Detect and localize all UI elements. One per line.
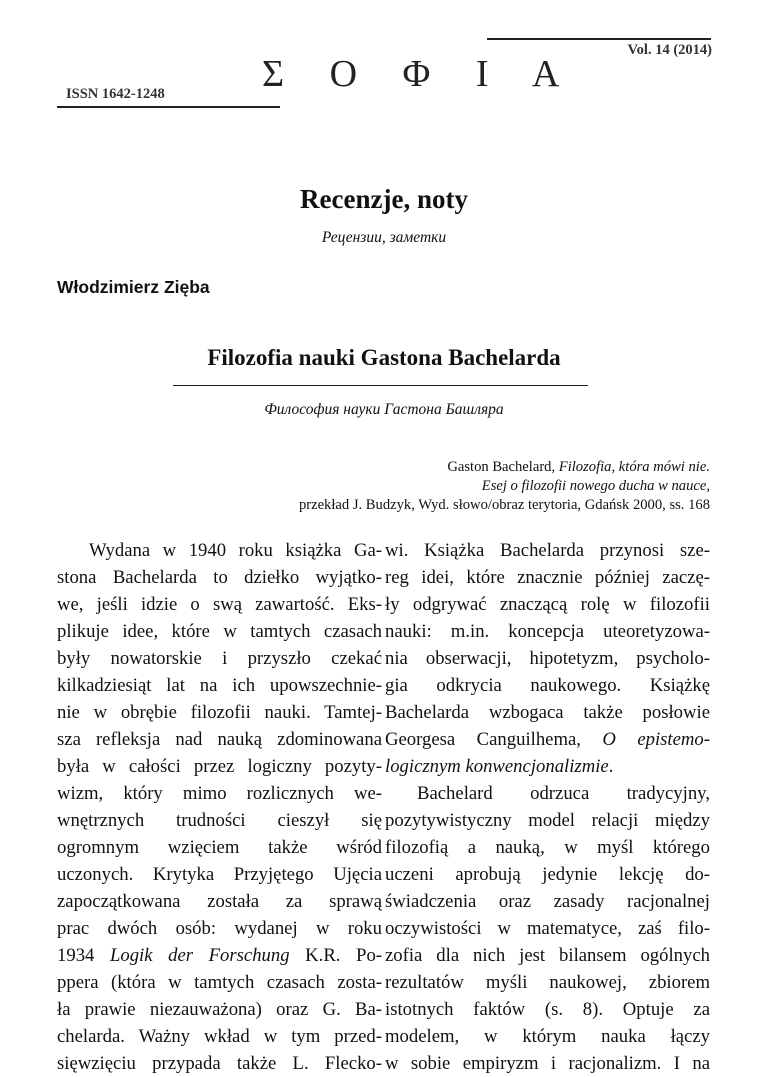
text-line: rezultatów myśli naukowej, zbiorem <box>385 972 710 993</box>
text-line: ły odgrywać znaczącą rolę w filozofii <box>385 594 710 615</box>
text-line: we, jeśli idzie o swą zawartość. Eks- <box>57 594 382 615</box>
essay-title-italic: O epistemo- <box>602 729 710 750</box>
reference-line-3: przekład J. Budzyk, Wyd. słowo/obraz terytoria, Gdańsk 2000, ss. 168 <box>298 497 710 513</box>
text-line: uczeni aprobują jedynie lekcję do- <box>385 864 710 885</box>
article-title: Filozofia nauki Gastona Bachelarda <box>207 345 561 370</box>
text-line: gia odkrycia naukowego. Książkę <box>385 675 710 696</box>
text-line: istotnych faktów (s. 8). Optuje za <box>385 999 710 1020</box>
essay-title-italic-cont: logicznym konwencjonalizmie <box>385 756 609 777</box>
body-column-right <box>385 537 710 1077</box>
text-line: w sobie empiryzm i racjonalizm. I na <box>385 1053 710 1074</box>
text-line: oczywistości w matematyce, zaś filo- <box>385 918 710 939</box>
text-line: nie w obrębie filozofii nauki. Tamtej- <box>57 702 382 723</box>
book-title-italic: Logik der Forschung <box>109 945 290 966</box>
text-line: sza refleksja nad nauką zdominowana <box>57 729 382 750</box>
text-line: zapoczątkowana została za sprawą <box>57 891 382 912</box>
text-line: kilkadziesiąt lat na ich upowszechnie- <box>57 675 382 696</box>
text-line: Bachelarda wzbogaca także posłowie <box>385 702 710 723</box>
text-line: filozofią a nauką, w myśl którego <box>385 837 710 858</box>
text-line: nauki: m.in. koncepcja uteoretyzowa- <box>385 621 710 642</box>
section-title: Recenzje, noty <box>300 184 468 214</box>
text-line: nia obserwacji, hipotetyzm, psycholo- <box>385 648 710 669</box>
text-line: plikuje idee, które w tamtych czasach <box>57 621 382 642</box>
text-line: pozytywistyczny model relacji między <box>385 810 710 831</box>
text-line: ogromnym wzięciem także wśród <box>57 837 382 858</box>
reference-line-1: Gaston Bachelard, Filozofia, która mówi nie. <box>447 459 710 475</box>
article-subtitle: Философия науки Гастона Башляра <box>264 401 504 418</box>
text-line: Bachelard odrzuca tradycyjny, <box>417 783 710 804</box>
text-line: wnętrznych trudności cieszył się <box>57 810 382 831</box>
text-line: świadczenia oraz zasady racjonalnej <box>385 891 710 912</box>
text-line: ła prawie niezauważona) oraz G. Ba- <box>57 999 382 1020</box>
journal-title: Σ Ο Φ Ι Α <box>262 53 578 95</box>
text-line: zofia dla nich jest bilansem ogólnych <box>385 945 710 966</box>
text-line: były nowatorskie i przyszło czekać <box>57 648 382 669</box>
text-line: prac dwóch osób: wydanej w roku <box>57 918 382 939</box>
text-line: stona Bachelarda to dziełko wyjątko- <box>57 567 382 588</box>
text-line: uczonych. Krytyka Przyjętego Ujęcia <box>57 864 382 885</box>
text-line: była w całości przez logiczny pozyty- <box>57 756 382 777</box>
author-name: Włodzimierz Zięba <box>57 277 210 297</box>
section-subtitle: Рецензии, заметки <box>321 229 447 246</box>
reference-line-2: Esej o filozofii nowego ducha w nauce, <box>481 478 710 494</box>
text-line: ppera (która w tamtych czasach zosta- <box>57 972 382 993</box>
issn-label: ISSN 1642-1248 <box>66 86 165 102</box>
header-bottom-rule <box>57 106 280 108</box>
body-column-left <box>57 537 382 1077</box>
text-line: wizm, który mimo rozlicznych we- <box>57 783 382 804</box>
header-top-rule <box>487 38 711 40</box>
volume-label: Vol. 14 (2014) <box>627 42 712 58</box>
text-line: Georgesa Canguilhema, O epistemo- <box>385 729 710 750</box>
text-line: logicznym konwencjonalizmie. <box>385 756 614 777</box>
text-line: modelem, w którym nauka łączy <box>385 1026 710 1047</box>
text-line: Wydana w 1940 roku książka Ga- <box>89 540 382 561</box>
text-line: chelarda. Ważny wkład w tym przed- <box>57 1026 382 1047</box>
article-title-rule <box>173 385 588 386</box>
text-line: sięwzięciu przypada także L. Flecko- <box>57 1053 382 1074</box>
text-line: reg idei, które znacznie później zaczę- <box>385 567 710 588</box>
text-line: 1934 Logik der Forschung K.R. Po- <box>57 945 383 966</box>
text-line: wi. Książka Bachelarda przynosi sze- <box>385 540 710 561</box>
